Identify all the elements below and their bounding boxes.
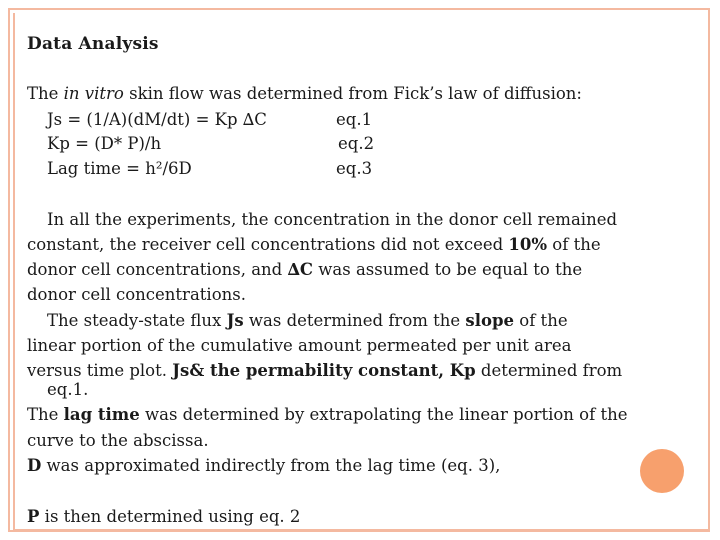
equation-1-label: eq.1 bbox=[336, 110, 373, 129]
para2-line3-a: versus time plot. bbox=[27, 361, 173, 380]
equation-2: Kp = (D* P)/h bbox=[47, 134, 162, 153]
para2-line1 bbox=[47, 311, 568, 330]
para5-bold: P bbox=[27, 507, 40, 526]
slide-title: Data Analysis bbox=[27, 34, 159, 54]
equation-3: Lag time = h²/6D bbox=[47, 159, 192, 178]
para3-line1-c: was determined by extrapolating the linear portion of the bbox=[139, 405, 628, 424]
para2-line4: eq.1. bbox=[47, 380, 89, 399]
para2-line1-a: The steady-state flux bbox=[47, 311, 227, 330]
para4-bold: D bbox=[27, 456, 42, 475]
para1-line1: In all the experiments, the concentration in the donor cell remained bbox=[47, 210, 618, 229]
para5-rest: is then determined using eq. 2 bbox=[39, 507, 301, 526]
para1-line3-c: was assumed to be equal to the bbox=[313, 260, 583, 279]
para4-rest: was approximated indirectly from the lag time (eq. 3), bbox=[41, 456, 501, 475]
para3-line1 bbox=[27, 405, 628, 424]
intro-line bbox=[27, 84, 582, 103]
decorative-dot bbox=[640, 449, 684, 493]
para4-line bbox=[27, 456, 500, 475]
para2-line3 bbox=[27, 361, 622, 380]
intro-italic: in vitro bbox=[63, 84, 124, 103]
para3-line2: curve to the abscissa. bbox=[27, 431, 209, 450]
para2-line2: linear portion of the cumulative amount permeated per unit area bbox=[27, 336, 572, 355]
para1-line4: donor cell concentrations. bbox=[27, 285, 246, 304]
para2-line1-bold-slope: slope bbox=[465, 311, 515, 330]
para1-line3-bold: ∆C bbox=[287, 260, 314, 279]
equation-3-label: eq.3 bbox=[336, 159, 373, 178]
para2-line3-bold: Js& the permability constant, Kp bbox=[172, 361, 476, 380]
para1-line2-c: of the bbox=[547, 235, 601, 254]
para1-line2-bold: 10% bbox=[508, 235, 548, 254]
para2-line1-e: of the bbox=[514, 311, 568, 330]
para1-line3 bbox=[27, 260, 582, 279]
para2-line3-c: determined from bbox=[475, 361, 623, 380]
para3-line1-bold: lag time bbox=[63, 405, 140, 424]
equation-2-label: eq.2 bbox=[338, 134, 375, 153]
para2-line1-c: was determined from the bbox=[243, 311, 466, 330]
equation-1: Js = (1/A)(dM/dt) = Kp ∆C bbox=[47, 110, 267, 129]
para1-line2-a: constant, the receiver cell concentrations did not exceed bbox=[27, 235, 509, 254]
para5-line bbox=[27, 507, 300, 526]
intro-suffix: skin flow was determined from Fick’s law of diffusion: bbox=[123, 84, 582, 103]
intro-prefix: The bbox=[27, 84, 64, 103]
para3-line1-a: The bbox=[27, 405, 64, 424]
para1-line3-a: donor cell concentrations, and bbox=[27, 260, 288, 279]
para2-line1-bold-js: Js bbox=[226, 311, 244, 330]
para1-line2 bbox=[27, 235, 601, 254]
